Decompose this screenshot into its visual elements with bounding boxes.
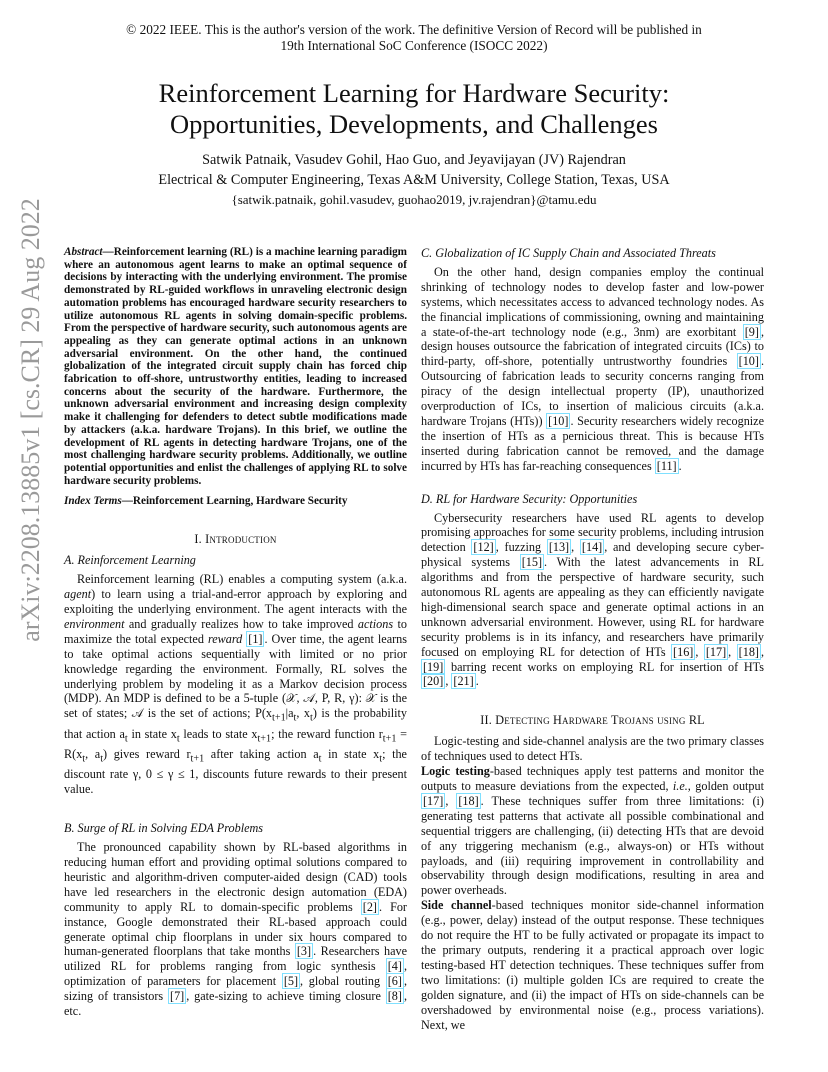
subsection-heading-rl: A. Reinforcement Learning [64,553,196,568]
citation-link[interactable]: [6] [387,974,402,989]
author-block [0,150,828,210]
citation-link[interactable]: [20] [423,674,444,689]
citation-link[interactable]: [15] [521,555,543,570]
citation-link[interactable]: [9] [744,324,759,339]
section-heading-detecting-trojans: II. Detecting Hardware Trojans using RL [480,713,705,728]
citation-link[interactable]: [17] [423,793,444,808]
copyright-line-1: © 2022 IEEE. This is the author's version of the work. The definitive Version of Record will be published in [126,22,702,37]
subsection-heading-opportunities: D. RL for Hardware Security: Opportunities [421,491,638,506]
citation-link[interactable]: [10] [548,413,569,428]
citation-link[interactable]: [18] [458,793,479,808]
paragraph-eda: The pronounced capability shown by RL-based algorithms in reducing human effort and providing optimal solutions compared to heuristic and algorithm-driven computer-aided design (CAD) tools have led researchers in the electronic design automation (EDA) community to apply RL to domain-specific problems [2] . For instance, Google demonstrated their RL-based approach could generate optimal chip floorplans in under six hours compared to human-generated floorplans that take months [3] . Researchers have utilized RL for problems ranging from logic synthesis [4] , optimization of parameters for placement [5] , global routing [6] , sizing of transistors [7] , gate-sizing to achieve timing closure [8] , etc. [64,840,407,1019]
title-line-2: Opportunities, Developments, and Challenges [170,109,658,139]
citation-link[interactable]: [8] [387,989,402,1004]
citation-link[interactable]: [11] [656,458,677,473]
paragraph-detection-intro: Logic-testing and side-channel analysis are the two primary classes of techniques used to detect HTs. [421,734,764,764]
subsection-heading-eda: B. Surge of RL in Solving EDA Problems [64,821,264,836]
copyright-notice [0,22,828,54]
citation-link[interactable]: [4] [387,959,402,974]
paragraph-logic-testing: Logic testing-based techniques apply test patterns and monitor the outputs to measure deviations from the expected, i.e., golden output [17] , [18] . These techniques suffer from three limitations: (i) generating test patterns that activate all possible combinational and sequential triggers are challenging, (ii) detecting HTs that are devoid of any triggering mechanism (e.g., always-on) or HTs without payloads, and (iii) requiring improvement in controllability and observability through design modifications, resulting in area and power overheads. [421,764,765,898]
citation-link[interactable]: [3] [296,944,312,959]
paper-title [0,78,828,140]
index-terms-text: —Reinforcement Learning, Hardware Security [121,495,348,508]
citation-link[interactable]: [16] [673,644,694,659]
paragraph-side-channel: Side channel-based techniques monitor side-channel information (e.g., power, delay) instead of the output response. These techniques do not require the HT to be fully activated or propagate its impact to the primary outputs, rendering it a practical approach over logic testing-based HT detection techniques. These techniques suffer from two limitations: (i) multiple golden ICs are required to create the golden signature, and (ii) the impact of HTs on side-channels can be overshadowed by environmental noise (e.g., process variations). Next, we [421,898,764,1032]
citation-link[interactable]: [10] [738,354,759,369]
abstract [64,246,407,487]
author-names: Satwik Patnaik, Vasudev Gohil, Hao Guo, and Jeyavijayan (JV) Rajendran [202,152,626,168]
paragraph-opportunities: Cybersecurity researchers have used RL agents to develop promising approaches for some security problems, including intrusion detection [12] , fuzzing [13] , [14] , and developing secure cyber-physical systems [15] . With the latest advancements in RL algorithms and from the perspective of hardware security, such autonomous RL agents are appealing as they can efficiently navigate high-dimensional search space and generate optimal actions in an unknown adversarial environment. However, using RL for hardware security problems is in its infancy, and researchers have primarily focused on employing RL for detection of HTs [16] , [17] , [18] , [19] barring recent works on employing RL for insertion of HTs [20] , [21] . [421,510,765,689]
citation-link[interactable]: [13] [548,540,570,555]
citation-link[interactable]: [1] [248,631,263,646]
title-line-1: Reinforcement Learning for Hardware Security: [158,78,670,108]
citation-link[interactable]: [21] [453,674,474,689]
copyright-line-2: 19th International SoC Conference (ISOCC 2022) [280,38,548,53]
author-emails: {satwik.patnaik, gohil.vasudev, guohao2019, jv.rajendran}@tamu.edu [231,192,597,207]
citation-link[interactable]: [7] [170,989,185,1004]
arxiv-stamp-text: arXiv:2208.13885v1 [cs.CR] 29 Aug 2022 [16,198,45,642]
arxiv-stamp[interactable] [14,198,48,642]
citation-link[interactable]: [12] [473,540,494,555]
citation-link[interactable]: [2] [362,899,377,914]
citation-link[interactable]: [19] [423,659,444,674]
citation-link[interactable]: [5] [283,974,299,989]
index-terms-label: Index Terms [64,495,122,508]
logic-testing-term: Logic testing [421,764,490,779]
paragraph-rl: Reinforcement learning (RL) enables a computing system (a.k.a. agent) to learn using a trial-and-error approach by exploring and exploiting the underlying environment. The agent interacts with the environment and gradually realizes how to take improved actions to maximize the total expected reward [1] . Over time, the agent learns to take optimal actions sequentially with limited or no prior knowledge regarding the environment. Formally, RL solves the underlying problem by modeling it as a Markov decision process (MDP). An MDP is defined to be a 5-tuple (𝒳, 𝒜, P, R, γ): 𝒳 is the set of states; 𝒜 is the set of actions; $P(x_{t+1}|a_t$, $x_t$) is the probability that action $a_t$ in state $x_t$ leads to state $x_{t+1}$; the reward function $r_{t+1} = R(x_t$, $a_t$) gives reward $r_{t+1}$ after taking action $a_t$ in state $x_t$; the discount rate γ, 0 ≤ γ ≤ 1, discounts future rewards to their present value. [64,572,408,797]
citation-link[interactable]: [14] [581,540,603,555]
citation-link[interactable]: [17] [705,644,727,659]
paragraph-globalization: On the other hand, design companies employ the continual shrinking of technology nodes to develop faster and low-power systems, which necessitates access to advanced technology nodes. As the financial implications of commissioning, owning and maintaining a state-of-the-art technology node (e.g., 3nm) are exorbitant [9] , design houses outsource the fabrication of integrated circuits (ICs) to third-party, off-shore, potentially untrustworthy foundries [10] . Outsourcing of fabrication leads to security concerns ranging from piracy of the design intellectual property (IP), unauthorized overproduction of ICs, to insertion of malicious circuits (a.k.a. hardware Trojans (HTs)) [10] . Security researchers widely recognize the insertion of HTs as a pernicious threat. This is because HTs inserted during fabrication cannot be removed, and the damage incurred by HTs has far-reaching consequences [11] . [421,264,764,473]
left-column [64,246,407,1019]
section-heading-introduction: I. Introduction [194,532,277,547]
index-terms [64,495,407,508]
citation-link[interactable]: [18] [738,644,759,659]
right-column [421,246,764,1032]
subsection-heading-globalization: C. Globalization of IC Supply Chain and Associated Threats [421,246,716,260]
author-affiliation: Electrical & Computer Engineering, Texas A&M University, College Station, Texas, USA [158,172,670,188]
abstract-text: —Reinforcement learning (RL) is a machine learning paradigm where an autonomous agent learns to make an optimal sequence of decisions by interacting with the underlying environment. The promise demonstrated by RL-guided workflows in unraveling electronic design automation problems has encouraged hardware security researchers to utilize autonomous RL agents in solving domain-specific problems. From the perspective of hardware security, such autonomous agents are appealing as they can generate optimal actions in an unknown adversarial environment. On the other hand, the continued globalization of the integrated circuit supply chain has forced chip fabrication to off-shore, untrustworthy entities, leading to increased concerns about the security of the hardware. Furthermore, the unknown adversarial environment and increasing design complexity make it challenging for defenders to detect subtle modifications made by attackers (a.k.a. hardware Trojans). In this brief, we outline the development of RL agents in detecting hardware Trojans, one of the most challenging hardware security problems. Additionally, we outline potential opportunities and enlist the challenges of applying RL to solve hardware security problems. [64,246,407,487]
side-channel-term: Side channel [421,898,492,913]
abstract-label: Abstract [64,246,103,258]
